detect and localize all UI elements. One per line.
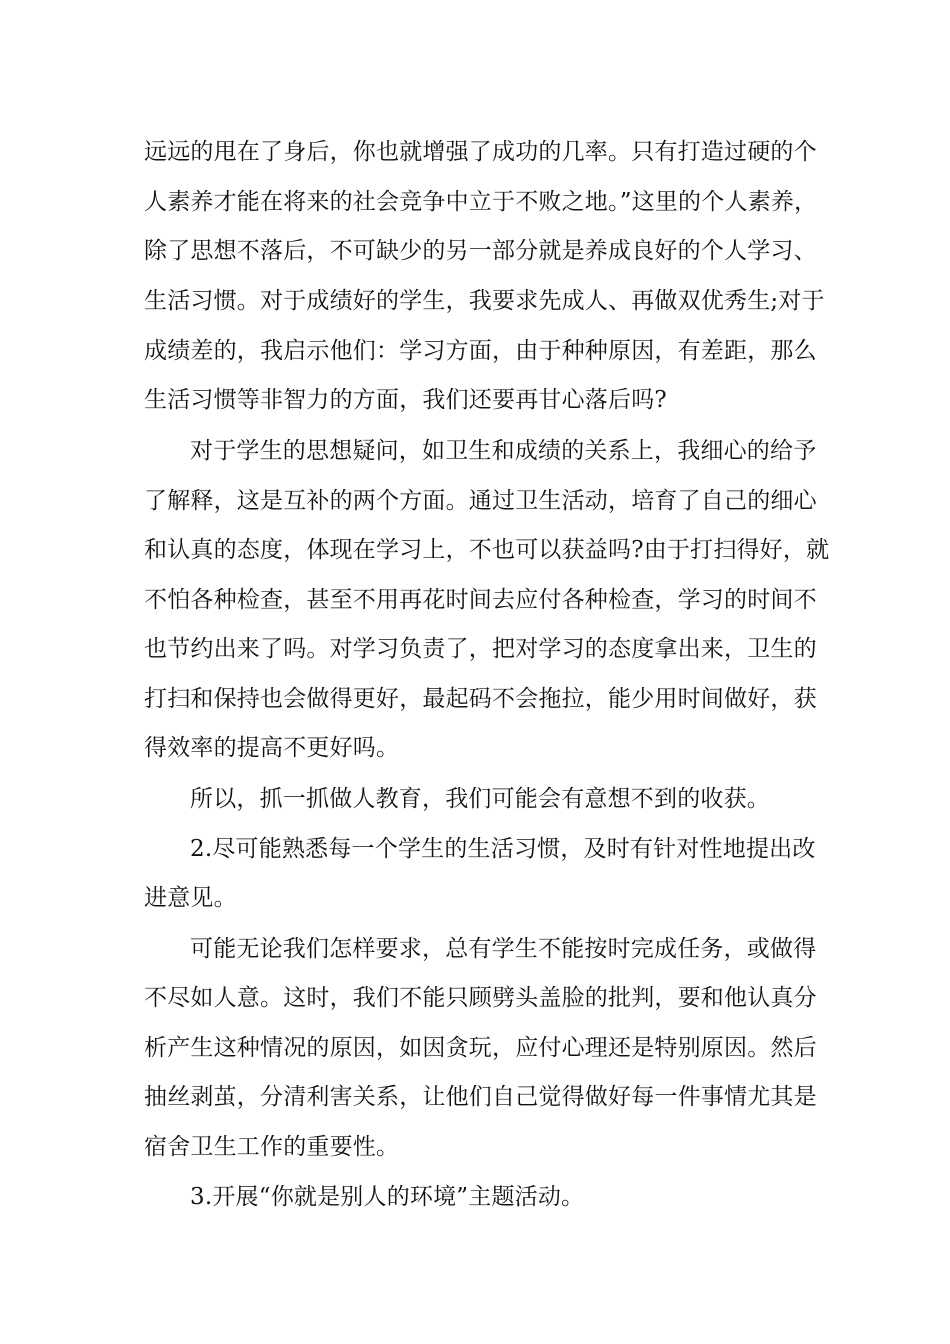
text-line-3: 除了思想不落后，不可缺少的另一部分就是养成良好的个人学习、	[144, 238, 817, 264]
text-line-5: 成绩差的，我启示他们：学习方面，由于种种原因，有差距，那么	[144, 338, 817, 364]
text-line-13: 得效率的提高不更好吗。	[144, 735, 400, 761]
text-line-10: 不怕各种检查，甚至不用再花时间去应付各种检查，学习的时间不	[144, 587, 817, 613]
text-line-4: 生活习惯。对于成绩好的学生，我要求先成人、再做双优秀生;对于	[144, 288, 825, 314]
text-line-16: 进意见。	[144, 885, 237, 911]
text-line-12: 打扫和保持也会做得更好，最起码不会拖拉，能少用时间做好，获	[144, 686, 817, 712]
text-line-14: 所以，抓一抓做人教育，我们可能会有意想不到的收获。	[190, 786, 770, 812]
text-line-18: 不尽如人意。这时，我们不能只顾劈头盖脸的批判，要和他认真分	[144, 985, 817, 1011]
text-line-8: 了解释，这是互补的两个方面。通过卫生活动，培育了自己的细心	[144, 488, 817, 514]
text-line-6: 生活习惯等非智力的方面，我们还要再甘心落后吗?	[144, 387, 667, 413]
text-line-11: 也节约出来了吗。对学习负责了，把对学习的态度拿出来，卫生的	[144, 636, 817, 662]
text-line-7: 对于学生的思想疑问，如卫生和成绩的关系上，我细心的给予	[190, 438, 817, 464]
text-line-22: 3.开展“你就是别人的环境”主题活动。	[190, 1184, 585, 1210]
text-line-2: 人素养才能在将来的社会竞争中立于不败之地。”这里的个人素养，	[144, 189, 818, 215]
text-line-17: 可能无论我们怎样要求，总有学生不能按时完成任务，或做得	[190, 936, 817, 962]
text-line-19: 析产生这种情况的原因，如因贪玩，应付心理还是特别原因。然后	[144, 1035, 817, 1061]
text-line-21: 宿舍卫生工作的重要性。	[144, 1134, 400, 1160]
text-line-9: 和认真的态度，体现在学习上，不也可以获益吗?由于打扫得好，就	[144, 537, 830, 563]
text-line-15: 2.尽可能熟悉每一个学生的生活习惯，及时有针对性地提出改	[190, 836, 816, 862]
text-line-20: 抽丝剥茧，分清利害关系，让他们自己觉得做好每一件事情尤其是	[144, 1084, 817, 1110]
text-line-1: 远远的甩在了身后，你也就增强了成功的几率。只有打造过硬的个	[144, 139, 817, 165]
